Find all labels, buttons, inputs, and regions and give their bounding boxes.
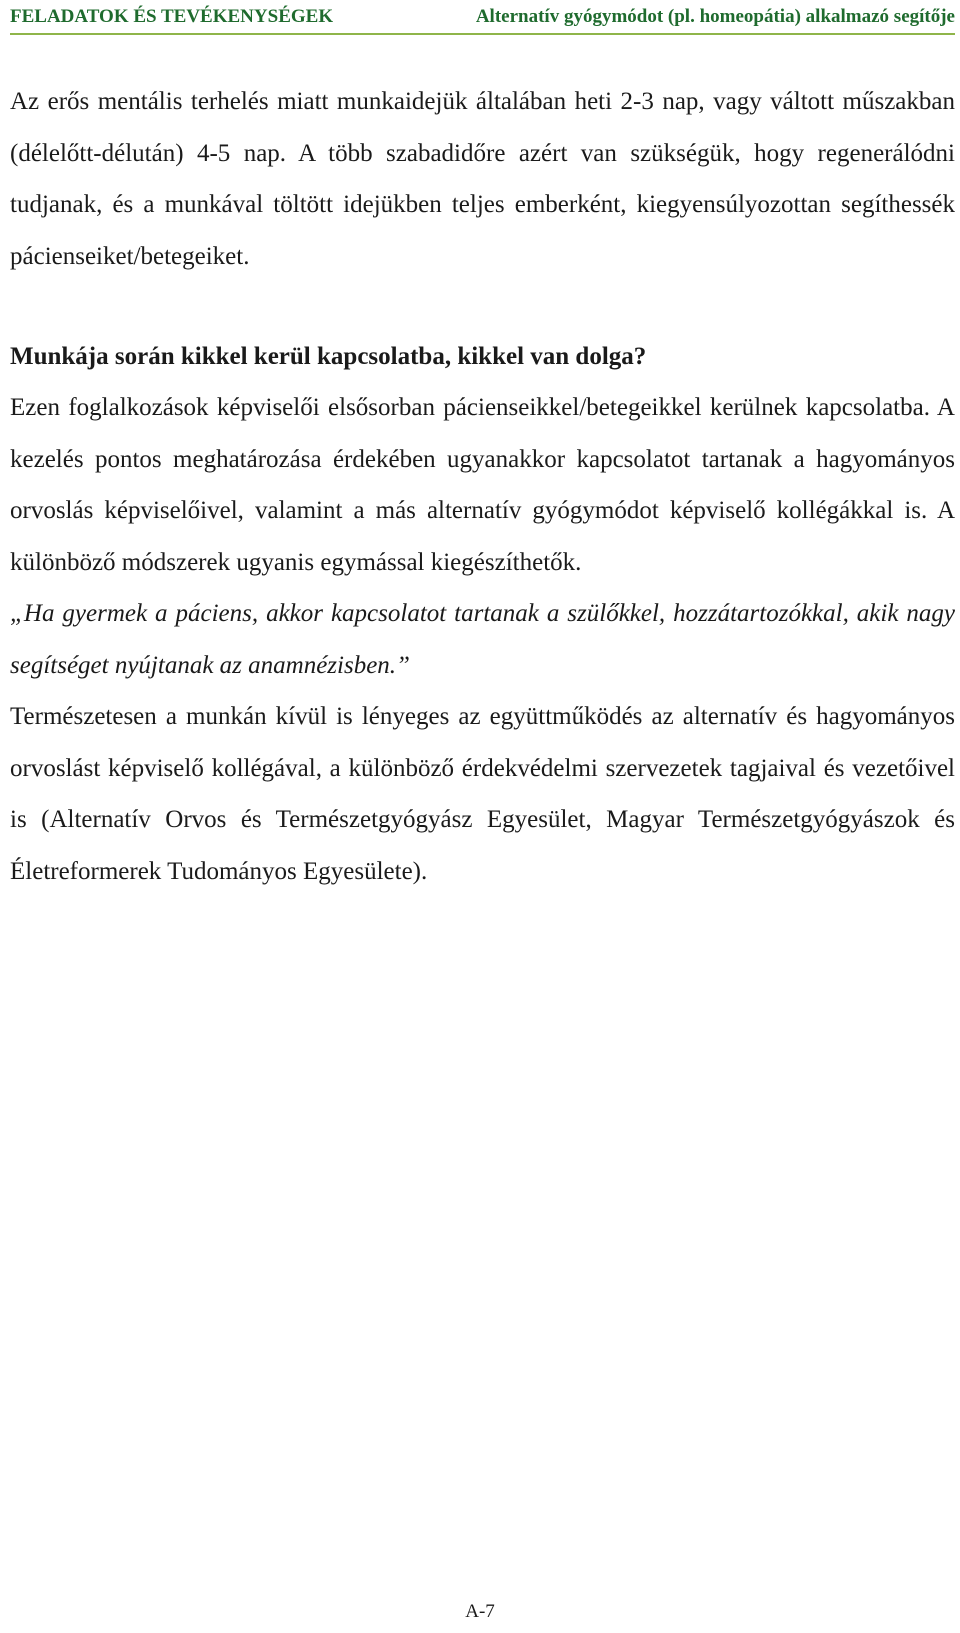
- section-question-heading: Munkája során kikkel kerül kapcsolatba, kikkel van dolga?: [10, 343, 647, 370]
- quote-paragraph: „Ha gyermek a páciens, akkor kapcsolatot tartanak a szülőkkel, hozzátartozókkal, akik nagy segítséget nyújtanak az anamnézisben.”: [10, 600, 955, 679]
- header-section-title: FELADATOK ÉS TEVÉKENYSÉGEK: [10, 6, 334, 27]
- page-number: A-7: [465, 1601, 495, 1622]
- header-document-title: Alternatív gyógymódot (pl. homeopátia) alkalmazó segítője: [475, 6, 955, 27]
- paragraph-contacts: Ezen foglalkozások képviselői elsősorban pácienseikkel/betegeikkel kerülnek kapcsolatba. A kezelés pontos meghatározása érdekében ugyanakkor kapcsolatot tartanak a hagyományos orvoslás képviselőivel, valamint a más alternatív gyógymódot képviselő kollégákkal is. A különböző módszerek ugyanis egymással kiegészíthetők.: [10, 394, 955, 576]
- paragraph-working-hours: Az erős mentális terhelés miatt munkaidejük általában heti 2-3 nap, vagy váltott műszakban (délelőtt-délután) 4-5 nap. A több szabadidőre azért van szükségük, hogy regenerálódni tudjanak, és a munkával töltött idejükben teljes emberként, kiegyensúlyozottan segíthessék pácienseiket/betegeiket.: [10, 88, 955, 270]
- paragraph-cooperation: Természetesen a munkán kívül is lényeges az együttműködés az alternatív és hagyományos orvoslást képviselő kollégával, a különböző érdekvédelmi szervezetek tagjaival és vezetőivel is (Alternatív Orvos és Természetgyógyász Egyesület, Magyar Természetgyógyászok és Életreformerek Tudományos Egyesülete).: [10, 703, 955, 885]
- page-content: [10, 76, 955, 897]
- page-header: [10, 0, 955, 35]
